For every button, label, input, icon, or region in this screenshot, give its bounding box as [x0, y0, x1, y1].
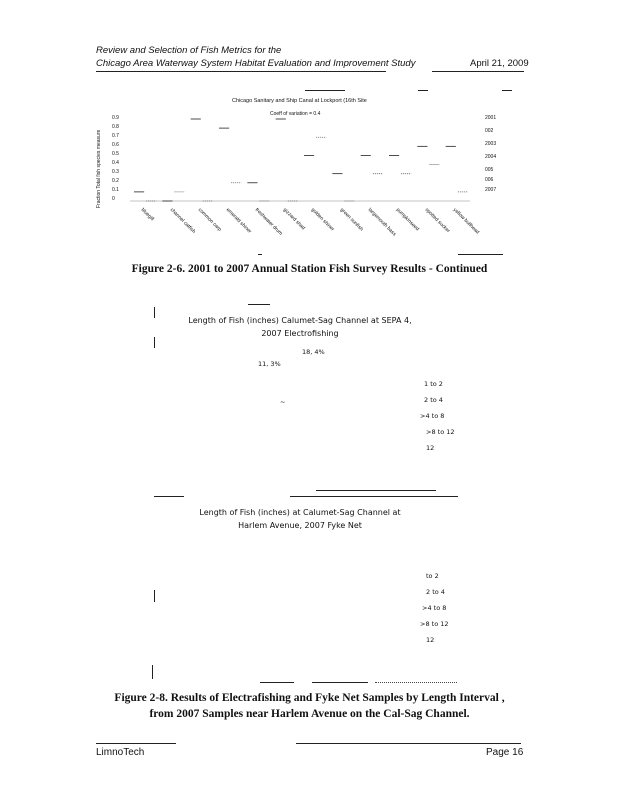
legend-item: 2001 — [485, 115, 497, 121]
scan-line — [312, 682, 368, 683]
chart2-title-line2: 2007 Electrofishing — [261, 329, 339, 338]
x-tick-label: golden shiner — [309, 207, 336, 233]
chart2-label-1: 18, 4% — [302, 348, 325, 356]
ytick: 0.7 — [112, 133, 119, 139]
legend-item: >8 to 12 — [420, 620, 449, 628]
legend-item: 1 to 2 — [424, 380, 443, 388]
scan-line — [248, 304, 270, 305]
chart2-label-2: 11, 3% — [258, 360, 281, 368]
chart3-title-line2: Harlem Avenue, 2007 Fyke Net — [238, 521, 362, 530]
legend-item: >4 to 8 — [422, 604, 447, 612]
x-tick-label: channel catfish — [168, 207, 197, 235]
ytick: 0 — [112, 196, 115, 202]
scan-line — [305, 90, 345, 91]
x-tick-label: pumpkinseed — [394, 207, 421, 233]
x-tick-label: emerald shiner — [224, 207, 253, 235]
legend-item: 002 — [485, 128, 494, 134]
x-tick-label: yellow bullhead — [451, 207, 481, 236]
x-tick-label: bluegill — [139, 207, 156, 223]
scan-line — [290, 496, 458, 497]
footer-org: LimnoTech — [96, 747, 145, 758]
chart1-subtitle: Coeff of variation = 0.4 — [270, 111, 321, 117]
ytick: 0.6 — [112, 142, 119, 148]
ytick: 0.4 — [112, 160, 119, 166]
scan-line — [375, 682, 457, 683]
header-rule-right — [432, 71, 524, 72]
scan-line — [502, 90, 512, 91]
scan-line — [316, 490, 436, 491]
chart2-mark: ~ — [280, 398, 286, 406]
scan-mark — [154, 590, 155, 602]
x-tick-label: spotted sucker — [423, 207, 451, 235]
legend-item: 2007 — [485, 187, 497, 193]
legend-item: 2 to 4 — [426, 588, 445, 596]
x-tick-label: freshwater drum — [253, 207, 284, 237]
ytick: 0.5 — [112, 151, 119, 157]
ytick: 0.2 — [112, 178, 119, 184]
legend-item: 12 — [426, 444, 435, 452]
figure-2-8-line2: from 2007 Samples near Harlem Avenue on the Cal-Sag Channel. — [149, 708, 470, 720]
legend-item: 2 to 4 — [424, 396, 443, 404]
header-rule-left — [96, 71, 386, 72]
ytick: 0.8 — [112, 124, 119, 130]
footer-page: Page 16 — [486, 747, 524, 758]
scan-line — [418, 90, 428, 91]
legend-item: to 2 — [426, 572, 439, 580]
ytick: 0.1 — [112, 187, 119, 193]
x-tick-label: green sunfish — [338, 207, 364, 233]
legend-item: 2003 — [485, 141, 497, 147]
legend-item: 2004 — [485, 154, 497, 160]
ytick: 0.3 — [112, 169, 119, 175]
header-line-2: Chicago Area Waterway System Habitat Evaluation and Improvement Study — [96, 58, 416, 69]
scan-line — [258, 254, 262, 255]
header-line-1: Review and Selection of Fish Metrics for the — [96, 45, 282, 56]
scan-line — [154, 496, 184, 497]
legend-item: >8 to 12 — [426, 428, 455, 436]
legend-item: 006 — [485, 177, 494, 183]
figure-2-8-caption — [0, 690, 619, 722]
footer-rule-left — [96, 743, 176, 744]
figure-2-8-line1: Figure 2-8. Results of Electrafishing and Fyke Net Samples by Length Interval , — [114, 692, 505, 704]
chart1-title: Chicago Sanitary and Ship Canal at Lockport (16th Site — [232, 98, 367, 104]
x-tick-label: largemouth bass — [366, 207, 397, 238]
legend-item: >4 to 8 — [420, 412, 445, 420]
x-tick-label: common carp — [196, 207, 223, 233]
ytick: 0.9 — [112, 115, 119, 121]
scan-line — [260, 682, 294, 683]
chart1-plot — [130, 115, 470, 205]
chart3-title — [150, 506, 450, 532]
footer-rule-right — [296, 743, 521, 744]
chart2-title — [150, 314, 450, 340]
chart2-title-line1: Length of Fish (inches) Calumet-Sag Channel at SEPA 4, — [188, 316, 412, 325]
legend-item: 005 — [485, 167, 494, 173]
chart3-title-line1: Length of Fish (inches) at Calumet-Sag Channel at — [199, 508, 401, 517]
scan-mark — [152, 665, 153, 679]
x-tick-label: gizzard shad — [281, 207, 306, 232]
legend-item: 12 — [426, 636, 435, 644]
figure-2-6-caption: Figure 2-6. 2001 to 2007 Annual Station Fish Survey Results - Continued — [131, 263, 488, 275]
chart1-ylabel: Fraction Total fish species measure — [96, 129, 102, 208]
scan-line — [458, 254, 503, 255]
header-date: April 21, 2009 — [470, 58, 529, 69]
chart1-xlabels — [130, 205, 481, 245]
